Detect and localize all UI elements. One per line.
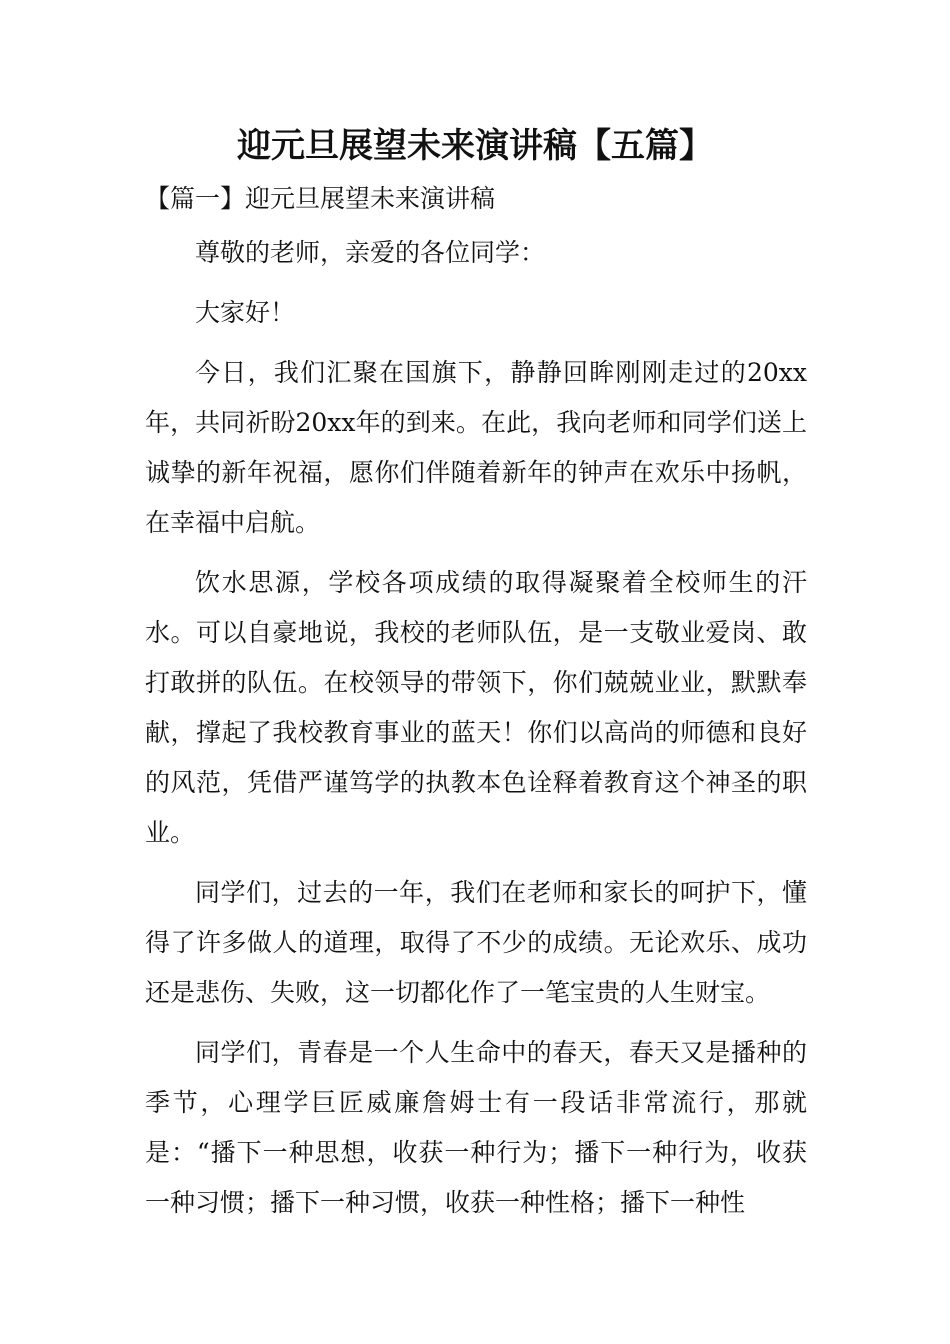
paragraph: 今日，我们汇聚在国旗下，静静回眸刚刚走过的20xx年，共同祈盼20xx年的到来。在此，我向老师和同学们送上诚挚的新年祝福，愿你们伴随着新年的钟声在欢乐中扬帆，在幸福中启航。 <box>145 358 807 537</box>
paragraph: 饮水思源，学校各项成绩的取得凝聚着全校师生的汗水。可以自豪地说，我校的老师队伍，是一支敬业爱岗、敢打敢拼的队伍。在校领导的带领下，你们兢兢业业，默默奉献，撑起了我校教育事业的蓝天！你们以高尚的师德和良好的风范，凭借严谨笃学的执教本色诠释着教育这个神圣的职业。 <box>145 568 807 847</box>
paragraph: 大家好！ <box>195 298 296 327</box>
paragraph: 同学们，青春是一个人生命中的春天，春天又是播种的季节，心理学巨匠威廉詹姆士有一段话非常流行，那就是：“播下一种思想，收获一种行为；播下一种行为，收获一种习惯；播下一种习惯，收获一种性格；播下一种性 <box>145 1038 807 1217</box>
document-body <box>145 228 807 1238</box>
paragraph: 同学们，过去的一年，我们在老师和家长的呵护下，懂得了许多做人的道理，取得了不少的成绩。无论欢乐、成功还是悲伤、失败，这一切都化作了一笔宝贵的人生财宝。 <box>145 878 807 1007</box>
document-title: 迎元旦展望未来演讲稿【五篇】 <box>237 126 713 166</box>
paragraph: 尊敬的老师，亲爱的各位同学： <box>195 238 546 267</box>
section-heading: 【篇一】迎元旦展望未来演讲稿 <box>145 184 496 213</box>
